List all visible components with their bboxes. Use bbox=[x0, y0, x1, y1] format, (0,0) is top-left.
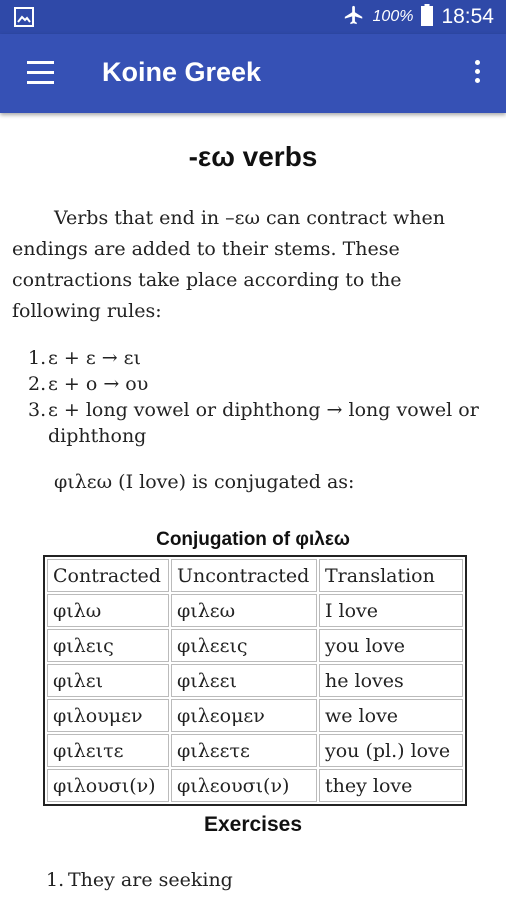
table-cell: they love bbox=[319, 769, 463, 802]
list-text: ε + ο → ου bbox=[48, 373, 149, 395]
airplane-icon bbox=[343, 4, 365, 31]
table-row bbox=[47, 699, 463, 732]
table-cell: you love bbox=[319, 629, 463, 662]
column-header: Translation bbox=[319, 559, 463, 592]
app-title: Koine Greek bbox=[102, 57, 262, 87]
table-cell: φιλεει bbox=[171, 664, 317, 697]
table-cell: φιλω bbox=[47, 594, 169, 627]
table-cell: we love bbox=[319, 699, 463, 732]
table-row bbox=[47, 734, 463, 767]
list-number: 1. bbox=[46, 869, 65, 891]
table-cell: I love bbox=[319, 594, 463, 627]
clock: 18:54 bbox=[441, 5, 494, 28]
list-number: 2. bbox=[28, 373, 47, 395]
table-cell: φιλεουσι(ν) bbox=[171, 769, 317, 802]
table-cell: he loves bbox=[319, 664, 463, 697]
overflow-menu-icon[interactable] bbox=[472, 60, 482, 88]
column-header: Uncontracted bbox=[171, 559, 317, 592]
table-header-row bbox=[47, 559, 463, 592]
list-item bbox=[28, 371, 498, 397]
list-number: 1. bbox=[28, 347, 47, 369]
table-row bbox=[47, 664, 463, 697]
hamburger-menu-icon[interactable] bbox=[27, 61, 54, 85]
list-item bbox=[28, 345, 498, 371]
table-cell: φιλειτε bbox=[47, 734, 169, 767]
list-number: 3. bbox=[28, 399, 47, 421]
intro-paragraph: Verbs that end in –εω can contract when endings are added to their stems. These contractions take place according to the following rules: bbox=[12, 207, 445, 322]
table-cell: φιλεις bbox=[47, 629, 169, 662]
list-text: ε + ε → ει bbox=[48, 347, 141, 369]
list-item bbox=[28, 397, 498, 449]
exercises-list bbox=[46, 867, 233, 893]
page-title: -εω verbs bbox=[188, 141, 318, 172]
column-header: Contracted bbox=[47, 559, 169, 592]
table-row bbox=[47, 629, 463, 662]
app-bar bbox=[0, 34, 506, 113]
list-text: ε + long vowel or diphthong → long vowel or diphthong bbox=[48, 399, 479, 447]
table-cell: φιλεεις bbox=[171, 629, 317, 662]
table-cell: φιλουσι(ν) bbox=[47, 769, 169, 802]
rules-list bbox=[28, 345, 498, 449]
battery-percentage: 100% bbox=[372, 8, 414, 25]
table-cell: φιλεομεν bbox=[171, 699, 317, 732]
table-cell: φιλει bbox=[47, 664, 169, 697]
conjugation-intro: φιλεω (I love) is conjugated as: bbox=[54, 471, 355, 493]
gallery-icon bbox=[14, 7, 34, 32]
list-item bbox=[46, 867, 233, 893]
table-cell: you (pl.) love bbox=[319, 734, 463, 767]
table-row bbox=[47, 594, 463, 627]
table-cell: φιλεω bbox=[171, 594, 317, 627]
conjugation-table bbox=[43, 555, 467, 806]
exercises-heading: Exercises bbox=[203, 813, 303, 836]
table-caption: Conjugation of φιλεω bbox=[156, 529, 350, 550]
table-row bbox=[47, 769, 463, 802]
list-text: They are seeking bbox=[68, 869, 233, 891]
battery-icon bbox=[421, 4, 433, 31]
table-cell: φιλεετε bbox=[171, 734, 317, 767]
table-cell: φιλουμεν bbox=[47, 699, 169, 732]
status-bar bbox=[0, 0, 506, 34]
